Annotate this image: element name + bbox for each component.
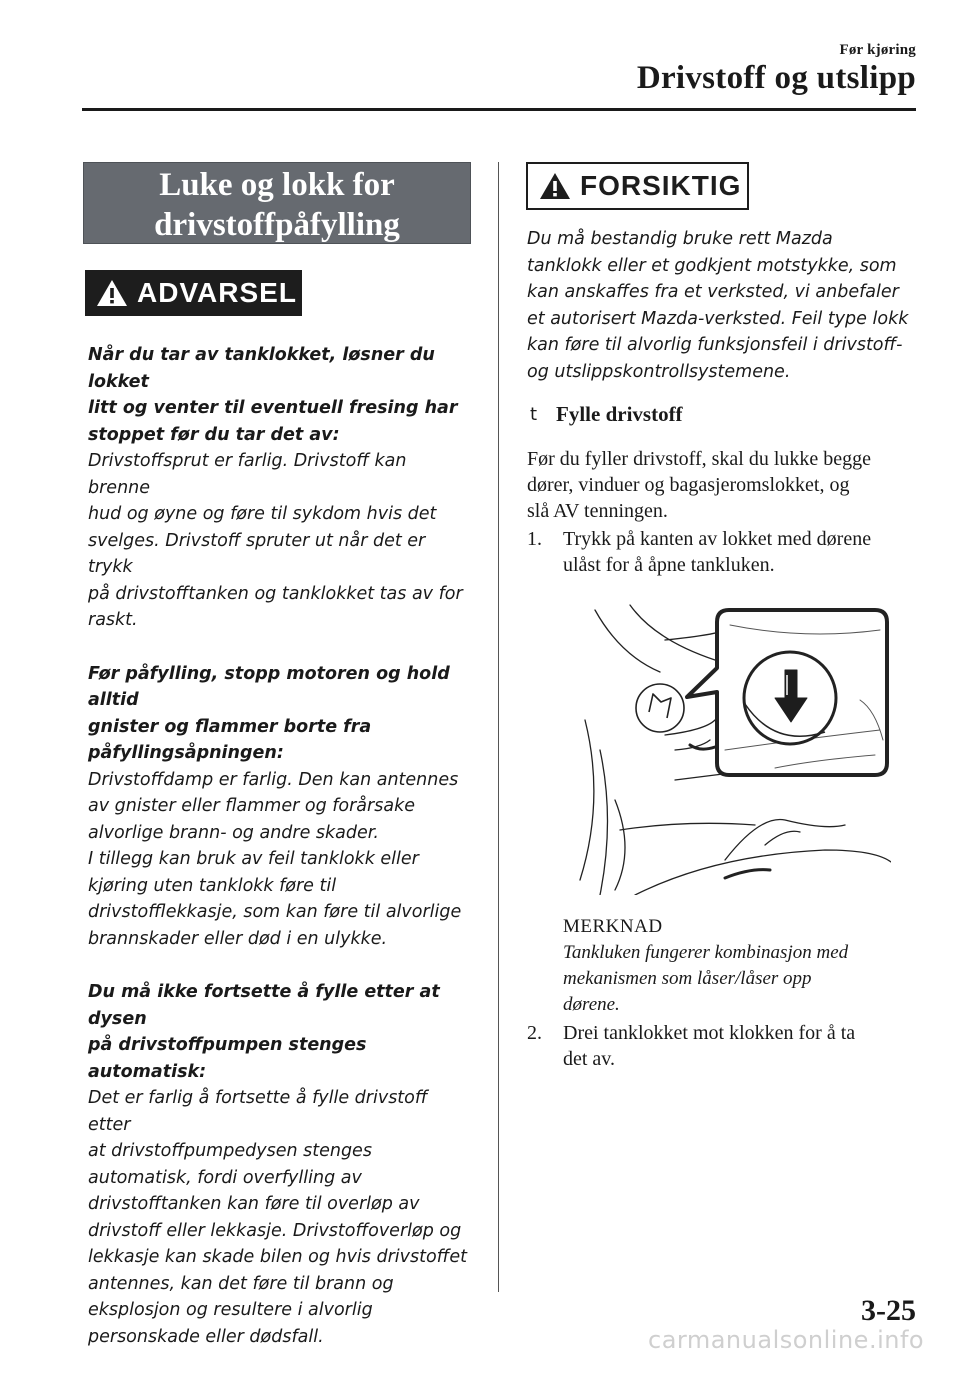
warning-triangle-icon	[95, 278, 129, 308]
warning-block-2	[88, 661, 468, 953]
note	[563, 914, 919, 1018]
intro-line: Før du fyller drivstoff, skal du lukke begge	[527, 448, 872, 470]
warning-line: Det er farlig å fortsette å fylle drivstoff etter	[88, 1088, 428, 1135]
warning-line: svelges. Drivstoff spruter ut når det er trykk	[88, 530, 426, 577]
warning-line: automatisk, fordi overfylling av	[88, 1167, 362, 1188]
section-title-line1: Luke og lokk for	[159, 167, 395, 203]
warning-line: drivstofflekkasje, som kan føre til alvorlige	[88, 902, 462, 922]
column-divider	[498, 162, 499, 1292]
caution-line: et autorisert Mazda-verksted. Feil type lokk	[527, 308, 909, 329]
header-rule	[82, 108, 916, 111]
fuel-lid-illustration	[575, 600, 891, 895]
caution-badge	[526, 162, 749, 210]
warning-line: raskt.	[88, 610, 138, 630]
note-line: Tankluken fungerer kombinasjon med	[563, 942, 849, 963]
step-line: Drei tanklokket mot klokken for å ta	[563, 1022, 856, 1044]
step-line: Trykk på kanten av lokket med dørene	[563, 528, 872, 550]
warning-line: av gnister eller flammer og forårsake	[88, 796, 415, 816]
subheading-text: Fylle drivstoff	[556, 402, 683, 426]
caution-line: tanklokk eller et godkjent motstykke, som	[527, 255, 897, 276]
warning-line: I tillegg kan bruk av feil tanklokk eller	[88, 849, 419, 869]
watermark: carmanualsonline.info	[648, 1326, 925, 1354]
warning-bold-line: litt og venter til eventuell fresing har	[88, 398, 458, 418]
page-number: 3-25	[861, 1294, 916, 1327]
section-title-line2: drivstoffpåfylling	[154, 207, 400, 243]
step-line: det av.	[563, 1048, 616, 1070]
subheading-marker: t	[530, 404, 538, 425]
caution-label: FORSIKTIG	[580, 170, 742, 201]
warning-badge	[85, 270, 302, 316]
warning-line: alvorlige brann- og andre skader.	[88, 822, 379, 843]
warning-text	[88, 342, 468, 1377]
warning-bold-line: Når du tar av tanklokket, løsner du lokket	[88, 345, 435, 392]
warning-block-3	[88, 979, 468, 1350]
caution-line: kan føre til alvorlig funksjonsfeil i drivstoff-	[527, 335, 903, 355]
warning-line: brannskader eller død i en ulykke.	[88, 928, 388, 949]
caution-line: kan anskaffes fra et verksted, vi anbefaler	[527, 282, 899, 302]
warning-line: Drivstoffdamp er farlig. Den kan antennes	[88, 769, 459, 790]
warning-line: på drivstofftanken og tanklokket tas av for	[88, 583, 463, 604]
note-line: dørene.	[563, 994, 620, 1015]
step-number: 2.	[527, 1022, 542, 1044]
warning-bold-line: påfyllingsåpningen:	[88, 743, 284, 763]
warning-line: eksplosjon og resultere i alvorlig	[88, 1300, 373, 1320]
header-title: Drivstoff og utslipp	[636, 60, 916, 96]
caution-triangle-icon	[538, 171, 572, 201]
subheading	[530, 402, 683, 427]
caution-line: Du må bestandig bruke rett Mazda	[527, 229, 833, 249]
warning-line: Drivstoffsprut er farlig. Drivstoff kan brenne	[88, 451, 407, 498]
header-chapter: Før kjøring	[839, 42, 916, 58]
note-line: mekanismen som låser/låser opp	[563, 968, 812, 989]
warning-bold-line: Du må ikke fortsette å fylle etter at dysen	[88, 982, 440, 1029]
warning-line: drivstoff eller lekkasje. Drivstoffoverløp og	[88, 1220, 462, 1241]
note-title: MERKNAD	[563, 916, 663, 937]
step-1	[527, 526, 919, 578]
warning-bold-line: gnister og flammer borte fra	[88, 716, 372, 737]
step-line: ulåst for å åpne tankluken.	[563, 554, 775, 576]
warning-bold-line: stoppet før du tar det av:	[88, 424, 340, 445]
step-number: 1.	[527, 528, 542, 550]
intro-line: slå AV tenningen.	[527, 500, 668, 522]
warning-line: hud og øyne og føre til sykdom hvis det	[88, 504, 437, 524]
warning-line: antennes, kan det føre til brann og	[88, 1273, 394, 1294]
caution-text	[527, 226, 917, 385]
intro-paragraph	[527, 446, 919, 524]
warning-line: at drivstoffpumpedysen stenges	[88, 1141, 372, 1161]
warning-bold-line: på drivstoffpumpen stenges automatisk:	[88, 1035, 367, 1082]
caution-line: og utslippskontrollsystemene.	[527, 361, 791, 382]
warning-bold-line: Før påfylling, stopp motoren og hold alltid	[88, 663, 450, 710]
warning-line: kjøring uten tanklokk føre til	[88, 875, 337, 896]
warning-label: ADVARSEL	[137, 277, 297, 308]
section-title-box	[83, 162, 471, 244]
warning-line: drivstofftanken kan føre til overløp av	[88, 1194, 420, 1214]
warning-line: personskade eller dødsfall.	[88, 1326, 324, 1347]
intro-line: dører, vinduer og bagasjeromslokket, og	[527, 474, 850, 496]
warning-block-1	[88, 342, 468, 634]
step-2	[527, 1020, 919, 1072]
warning-line: lekkasje kan skade bilen og hvis drivstoffet	[88, 1247, 467, 1267]
